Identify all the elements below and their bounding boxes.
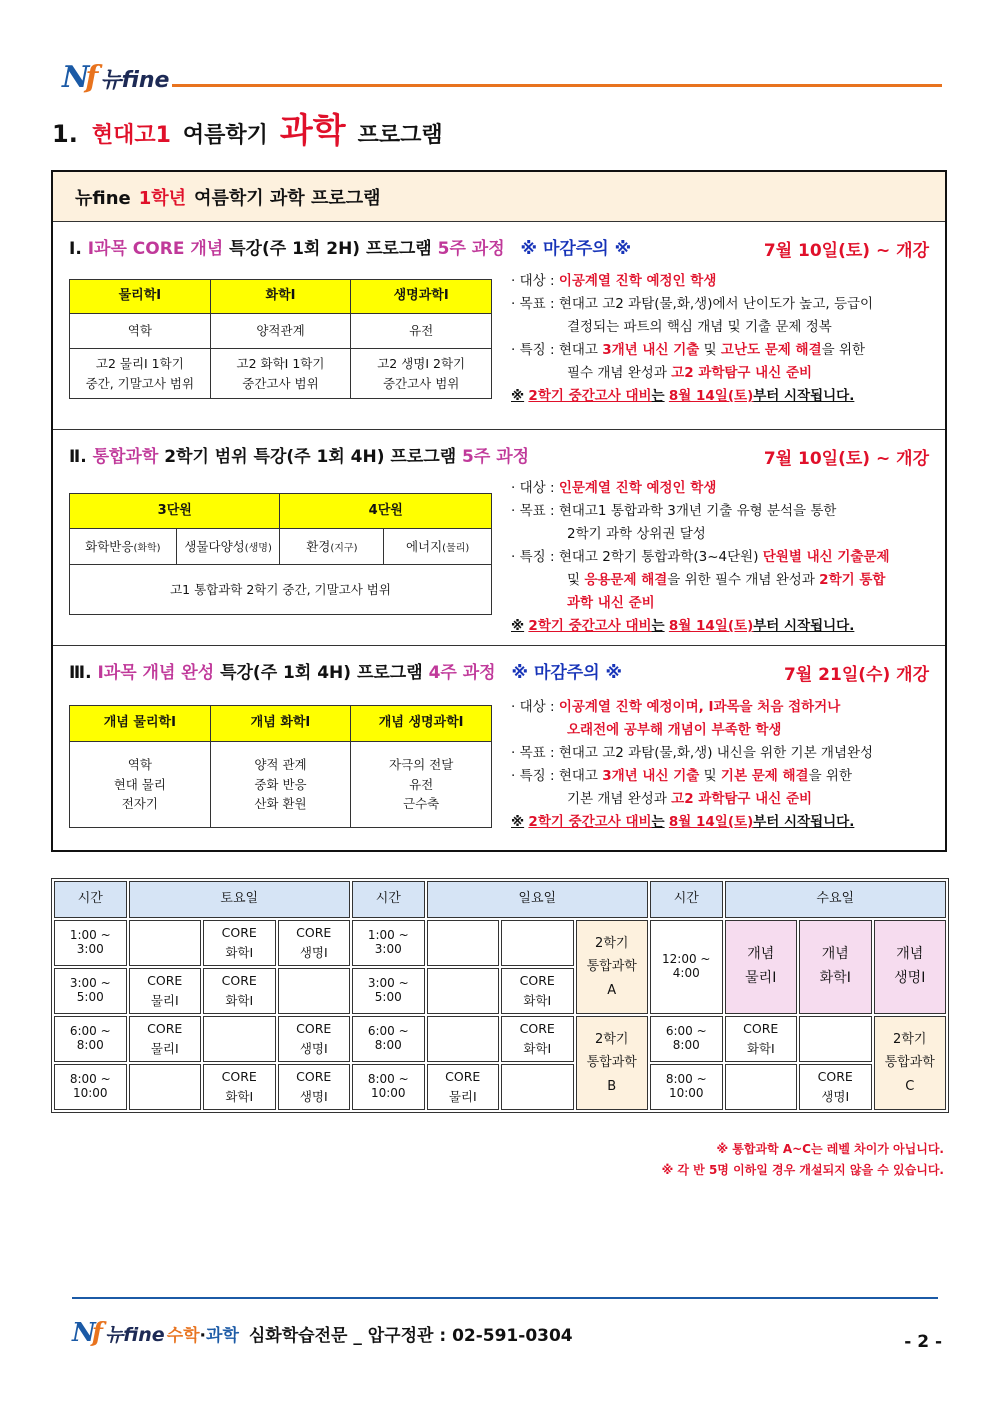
footer-rule [72,1297,938,1299]
s2-feature-3: 과학 내신 준비 [567,595,655,611]
chem-label: 화학Ⅰ [819,970,851,986]
core-label: CORE [147,1021,183,1036]
schedule-table [51,878,949,1113]
s3-chemistry-1: 양적 관계 [254,757,307,773]
sun-time-2-end: 5:00 [374,990,402,1004]
sat-slot-core-bio [278,920,351,966]
s3-target [511,696,873,719]
s1-note-d: 부터 시작됩니다. [753,388,855,404]
s3-feat-2a: 기본 개념 완성과 [567,791,667,807]
s3-physics-3: 전자기 [121,796,158,812]
s2-note-b: 는 [651,618,665,634]
title-number: 1. [52,120,78,148]
s2-note [511,615,890,638]
int-c-line-3: C [905,1078,915,1094]
wed-time-2-end: 8:00 [672,1038,700,1052]
sun-slot-integrated-a [576,920,649,1014]
s2-goal-2: 2학기 과학 상위권 달성 [567,526,706,542]
sun-slot-core-chem [501,1016,574,1062]
s2-feature-2 [511,569,890,592]
s1-goal-label: · 목표 : [511,296,555,312]
s2-unit-energy-tag: (물리) [442,542,470,554]
wed-slot-concept-bio [874,920,947,1014]
section-1-title [69,234,631,259]
section-1-notes [511,270,873,408]
section-3-subject: Ⅰ과목 개념 완성 [97,663,215,683]
s2-range: 고1 통합과학 2학기 중간, 기말고사 범위 [70,565,492,615]
sat-time-1-end: 3:00 [76,942,104,956]
s1-feat-1e: 을 위한 [821,342,866,358]
s2-target-text: 인문계열 진학 예정인 학생 [558,480,717,496]
title-program: 프로그램 [357,123,443,148]
s1-note-mark: ※ [511,388,525,404]
s1-topic-biology: 유전 [351,314,492,349]
s3-feat-label: · 특징 : [511,768,555,784]
s2-feature [511,546,890,569]
sat-time-2 [54,968,127,1014]
s1-header-physics: 물리학Ⅰ [70,280,211,314]
sat-slot-empty [203,1016,276,1062]
s3-feature-2 [511,788,873,811]
sun-slot-empty [427,968,500,1014]
s2-target-label: · 대상 : [511,480,555,496]
s3-header-chemistry: 개념 화학Ⅰ [210,706,351,742]
sat-slot-core-chem [203,920,276,966]
s2-unit-energy-name: 에너지 [405,538,443,554]
bio-label: 생명Ⅰ [821,1089,850,1104]
core-label: CORE [817,1069,853,1084]
concept-label: 개념 [747,946,775,963]
sched-header-time-sat: 시간 [54,881,127,918]
s1-feat-1b: 3개년 내신 기출 [602,342,700,358]
program-box-header [53,172,945,222]
s2-unit-environment-name: 환경 [306,538,331,554]
concept-label: 개념 [821,946,849,963]
sat-slot-core-bio [278,1016,351,1062]
s1-note-b: 는 [651,388,665,404]
sat-time-3-end: 8:00 [76,1038,104,1052]
s3-header-physics: 개념 물리학Ⅰ [70,706,211,742]
core-label: CORE [296,1069,332,1084]
core-label: CORE [147,973,183,988]
s2-feat-2b: 응용문제 해결 [584,572,668,588]
sat-slot-empty [129,1064,202,1110]
wed-time-1-start: 12:00 ~ [662,952,711,967]
s2-feat-2d: 2학기 통합 [819,572,886,588]
int-c-line-2: 통합과학 [884,1055,935,1071]
program-box [51,170,947,852]
s2-unit-diversity-name: 생물다양성 [184,538,245,554]
section-1-mid: 특강(주 1회 2H) 프로그램 [229,239,432,259]
wed-time-3 [650,1064,723,1110]
s3-physics-1: 역학 [127,757,152,773]
s1-header-biology: 생명과학Ⅰ [351,280,492,314]
footer-science: 과학 [206,1326,239,1346]
sun-slot-integrated-b [576,1016,649,1110]
s1-range-chemistry-b: 중간고사 범위 [242,375,319,391]
section-1-num: Ⅰ. [69,239,82,259]
sat-time-1 [54,920,127,966]
title-term: 여름학기 [182,123,268,148]
int-a-line-1: 2학기 [595,935,629,951]
section-3 [53,646,945,850]
s3-header-biology: 개념 생명과학Ⅰ [351,706,492,742]
section-1-subject: Ⅰ과목 CORE 개념 [87,239,224,259]
s1-feat-2b: 고2 과학탐구 내신 준비 [671,365,813,381]
s3-biology-2: 유전 [409,776,434,792]
s3-note-d: 부터 시작됩니다. [753,814,855,830]
s3-target-2: 오래전에 공부해 개념이 부족한 학생 [567,722,782,738]
s3-feat-1a: 현대고 [558,768,598,784]
s1-feature [511,339,873,362]
section-2-table [69,493,492,615]
s2-feat-1a: 현대고 2학기 통합과학(3~4단원) [558,549,759,565]
section-2 [53,430,945,646]
sat-slot-core-phys [129,1016,202,1062]
section-2-weeks: 5주 과정 [462,447,530,467]
sun-slot-core-chem [501,968,574,1014]
s2-unit-diversity-tag: (생명) [244,542,272,554]
s2-note-a: 2학기 중간고사 대비 [528,618,652,634]
box-head-brand: 뉴fine [75,187,131,209]
s3-feat-1d: 기본 문제 해결 [720,768,809,784]
s1-feat-1a: 현대고 [558,342,598,358]
s2-unit-reaction-tag: (화학) [133,542,161,554]
logo-letter-f: f [85,60,99,95]
s1-target [511,270,873,293]
s1-note-c: 8월 14일(토) [668,388,754,404]
sun-time-3 [352,1016,425,1062]
chem-label: 화학Ⅰ [746,1041,775,1056]
bio-label: 생명Ⅰ [894,970,926,986]
sched-header-wednesday: 수요일 [725,881,947,918]
phys-label: 물리Ⅰ [150,1041,179,1056]
chem-label: 화학Ⅰ [225,993,254,1008]
s2-feat-2a: 및 [567,572,581,588]
footer-logo-n: N [72,1318,92,1348]
s1-topic-chemistry: 양적관계 [210,314,351,349]
sat-slot-core-bio [278,1064,351,1110]
sat-slot-core-phys [129,968,202,1014]
s3-note-a: 2학기 중간고사 대비 [528,814,652,830]
core-label: CORE [296,1021,332,1036]
sun-time-3-end: 8:00 [374,1038,402,1052]
footer [72,1318,573,1348]
logo-word: 뉴fine [100,68,170,93]
core-label: CORE [519,1021,555,1036]
bio-label: 생명Ⅰ [299,945,328,960]
s1-goal-2: 결정되는 파트의 핵심 개념 및 기출 문제 정복 [567,319,832,335]
core-label: CORE [743,1021,779,1036]
sun-time-4 [352,1064,425,1110]
s1-note-a: 2학기 중간고사 대비 [528,388,652,404]
int-b-line-2: 통합과학 [586,1055,637,1071]
wed-time-1-end: 4:00 [672,966,700,980]
footer-contact: 심화학습전문 _ 압구정관 : 02-591-0304 [248,1326,573,1346]
int-a-line-3: A [607,982,617,998]
wed-slot-empty [799,1016,872,1062]
s3-target-label: · 대상 : [511,699,555,715]
sun-slot-empty [427,1016,500,1062]
sun-slot-core-phys [427,1064,500,1110]
sun-time-3-start: 6:00 ~ [367,1024,409,1039]
section-3-title [69,658,622,683]
bio-label: 생명Ⅰ [299,1089,328,1104]
sched-header-time-wed: 시간 [650,881,723,918]
section-1-deadline: ※ 마감주의 ※ [520,239,632,259]
wed-time-2 [650,1016,723,1062]
s1-feat-1d: 고난도 문제 해결 [720,342,822,358]
core-label: CORE [221,973,257,988]
concept-label: 개념 [896,946,924,963]
section-3-weeks: 4주 과정 [428,663,496,683]
footer-dot: · [199,1326,207,1346]
sat-time-3-start: 6:00 ~ [69,1024,111,1039]
title-subject: 과학 [279,111,346,151]
s2-note-mark: ※ [511,618,525,634]
section-1-date: 7월 10일(토) ~ 개강 [763,241,929,261]
s2-unit-reaction-name: 화학반응 [85,538,134,554]
sat-slot-core-chem [203,1064,276,1110]
s3-topics-biology [351,742,492,828]
sat-time-4-end: 10:00 [72,1086,108,1100]
s3-feature [511,765,873,788]
s3-goal [511,742,873,765]
s3-note-mark: ※ [511,814,525,830]
s1-range-biology-b: 중간고사 범위 [382,375,460,391]
chem-label: 화학Ⅰ [523,1041,552,1056]
sun-time-2-start: 3:00 ~ [367,976,409,991]
core-label: CORE [221,925,257,940]
s3-note-b: 는 [651,814,665,830]
s1-range-physics-b: 중간, 기말고사 범위 [85,375,195,391]
s1-feature-2 [511,362,873,385]
footer-math: 수학 [166,1326,200,1346]
sat-time-2-start: 3:00 ~ [69,976,111,991]
brand-logo [62,60,169,95]
core-label: CORE [221,1069,257,1084]
s2-unit-energy [384,529,492,565]
s3-feat-1c: 및 [703,768,717,784]
page-title [52,103,443,152]
chem-label: 화학Ⅰ [225,1089,254,1104]
s1-goal [511,293,873,316]
sat-time-4-start: 8:00 ~ [69,1072,111,1087]
sun-slot-empty [427,920,500,966]
s2-goal-label: · 목표 : [511,503,555,519]
footer-logo-f: f [91,1318,103,1348]
sat-time-2-end: 5:00 [76,990,104,1004]
section-3-num: Ⅲ. [69,663,92,683]
note-min-size: ※ 각 반 5명 이하일 경우 개설되지 않을 수 있습니다. [661,1163,944,1177]
box-head-grade: 1학년 [138,187,187,209]
s3-topics-physics [70,742,211,828]
s1-goal-1: 현대고 고2 과탐(물,화,생)에서 난이도가 높고, 등급이 [558,296,874,312]
s2-feat-1b: 단원별 내신 기출문제 [762,549,890,565]
sched-header-saturday: 토요일 [129,881,351,918]
wed-time-3-end: 10:00 [668,1086,704,1100]
chem-label: 화학Ⅰ [225,945,254,960]
s3-chemistry-2: 중화 반응 [254,776,307,792]
s3-goal-label: · 목표 : [511,745,555,761]
section-3-date: 7월 21일(수) 개강 [784,665,929,685]
s2-goal [511,500,890,523]
phys-label: 물리Ⅰ [448,1089,477,1104]
wed-time-1 [650,920,723,1014]
s1-range-chemistry [210,349,351,399]
s1-feat-1c: 및 [703,342,717,358]
wed-time-2-start: 6:00 ~ [665,1024,707,1039]
sat-time-3 [54,1016,127,1062]
s2-unit-environment-tag: (지구) [330,542,358,554]
s2-feat-label: · 특징 : [511,549,555,565]
footer-logo-word: 뉴fine [104,1324,165,1346]
sun-time-2 [352,968,425,1014]
logo-letter-n: N [62,60,86,95]
s1-target-label: · 대상 : [511,273,555,289]
wed-time-3-start: 8:00 ~ [665,1072,707,1087]
s1-note [511,385,873,408]
section-2-date: 7월 10일(토) ~ 개강 [763,449,929,469]
wed-slot-concept-chem [799,920,872,1014]
sun-time-1-end: 3:00 [374,942,402,956]
core-label: CORE [519,973,555,988]
note-level: ※ 통합과학 A~C는 레벨 차이가 아닙니다. [716,1142,944,1156]
s2-unit-reaction [70,529,177,565]
s3-feat-1b: 3개년 내신 기출 [602,768,700,784]
s2-goal-1: 현대고1 통합과학 3개년 기출 유형 분석을 통한 [558,503,837,519]
s2-note-c: 8월 14일(토) [668,618,754,634]
s1-target-text: 이공계열 진학 예정인 학생 [558,273,717,289]
int-c-line-1: 2학기 [893,1031,927,1047]
sat-slot-core-chem [203,968,276,1014]
sun-slot-empty [501,1064,574,1110]
s2-header-unit3: 3단원 [70,494,280,529]
s3-topics-chemistry [210,742,351,828]
s3-goal-1: 현대고 고2 과탐(물,화,생) 내신을 위한 기본 개념완성 [558,745,874,761]
s1-range-chemistry-a: 고2 화학Ⅰ 1학기 [236,356,325,372]
section-2-mid: 2학기 범위 특강(주 1회 4H) 프로그램 [164,447,457,467]
section-1-table [69,279,492,399]
s2-unit-diversity [176,529,280,565]
sat-time-4 [54,1064,127,1110]
s1-range-biology [351,349,492,399]
chem-label: 화학Ⅰ [523,993,552,1008]
s2-unit-environment [280,529,384,565]
wed-slot-concept-phys [725,920,798,1014]
section-2-title [69,442,529,467]
sun-time-4-end: 10:00 [370,1086,406,1100]
section-2-notes [511,477,890,638]
s1-topic-physics: 역학 [70,314,211,349]
sun-time-4-start: 8:00 ~ [367,1072,409,1087]
wed-slot-core-chem [725,1016,798,1062]
section-2-subject: 통합과학 [92,447,159,467]
s2-header-unit4: 4단원 [280,494,492,529]
bio-label: 생명Ⅰ [299,1041,328,1056]
sat-slot-empty [278,968,351,1014]
sun-time-1 [352,920,425,966]
sat-time-1-start: 1:00 ~ [69,928,111,943]
s1-feat-label: · 특징 : [511,342,555,358]
section-1 [53,222,945,430]
s3-feat-2b: 고2 과학탐구 내신 준비 [671,791,813,807]
s2-target [511,477,890,500]
core-label: CORE [296,925,332,940]
s3-target-1: 이공계열 진학 예정이며, Ⅰ과목을 처음 접하거나 [558,699,841,715]
section-1-weeks: 5주 과정 [437,239,505,259]
box-head-title: 여름학기 과학 프로그램 [194,187,381,209]
int-a-line-2: 통합과학 [586,959,637,975]
s1-header-chemistry: 화학Ⅰ [210,280,351,314]
s3-physics-2: 현대 물리 [113,776,166,792]
section-3-deadline: ※ 마감주의 ※ [511,663,623,683]
sun-slot-empty [501,920,574,966]
s3-feat-1e: 을 위한 [808,768,852,784]
int-b-line-1: 2학기 [595,1031,629,1047]
page-number: - 2 - [904,1332,942,1352]
s2-note-d: 부터 시작됩니다. [753,618,855,634]
sun-time-1-start: 1:00 ~ [367,928,409,943]
s3-biology-3: 근수축 [403,796,440,812]
section-3-notes [511,696,873,834]
section-3-mid: 특강(주 1회 4H) 프로그램 [220,663,423,683]
s1-feat-2a: 필수 개념 완성과 [567,365,667,381]
sched-header-time-sun: 시간 [352,881,425,918]
wed-slot-integrated-c [874,1016,947,1110]
section-3-table [69,705,492,828]
s3-biology-1: 자극의 전달 [388,757,454,773]
s3-note-c: 8월 14일(토) [668,814,754,830]
s3-chemistry-3: 산화 환원 [254,796,307,812]
phys-label: 물리Ⅰ [150,993,179,1008]
s3-note [511,811,873,834]
s1-range-physics-a: 고2 물리Ⅰ 1학기 [95,356,184,372]
s1-range-physics [70,349,211,399]
section-2-num: Ⅱ. [69,447,87,467]
core-label: CORE [445,1069,481,1084]
phys-label: 물리Ⅰ [745,970,777,986]
int-b-line-3: B [607,1078,617,1094]
wed-slot-core-bio [799,1064,872,1110]
sat-slot-empty [129,920,202,966]
s1-range-biology-a: 고2 생명Ⅰ 2학기 [377,356,466,372]
wed-slot-empty [725,1064,798,1110]
header-rule [172,84,942,87]
s2-feat-2c: 을 위한 필수 개념 완성과 [667,572,815,588]
sched-header-sunday: 일요일 [427,881,649,918]
title-school: 현대고1 [91,123,171,148]
